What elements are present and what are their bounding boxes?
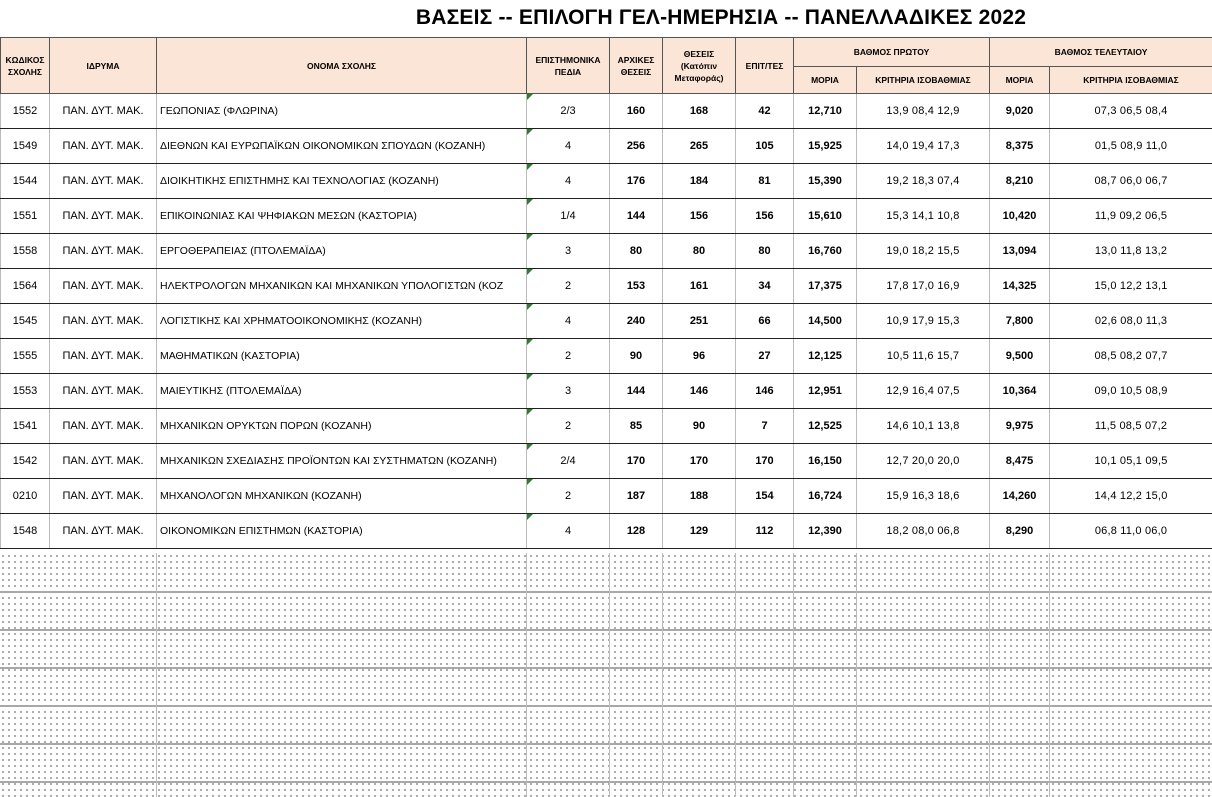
row-school-name[interactable]: ΕΠΙΚΟΙΝΩΝΙΑΣ ΚΑΙ ΨΗΦΙΑΚΩΝ ΜΕΣΩΝ (ΚΑΣΤΟΡΙΑ) bbox=[157, 199, 527, 234]
table-row bbox=[1, 234, 1212, 269]
row-initial-positions[interactable]: 187 bbox=[610, 479, 663, 514]
row-last-criteria[interactable]: 02,6 08,0 11,3 bbox=[1050, 304, 1212, 339]
row-initial-positions[interactable]: 160 bbox=[610, 94, 663, 129]
row-code[interactable]: 1553 bbox=[1, 374, 50, 409]
row-initial-positions[interactable]: 144 bbox=[610, 374, 663, 409]
row-code[interactable]: 1552 bbox=[1, 94, 50, 129]
row-first-points[interactable]: 12,710 bbox=[794, 94, 857, 129]
row-first-criteria[interactable]: 14,6 10,1 13,8 bbox=[857, 409, 990, 444]
header-initial[interactable]: ΑΡΧΙΚΕΣ ΘΕΣΕΙΣ bbox=[610, 38, 663, 94]
table-row bbox=[1, 339, 1212, 374]
row-transfer-positions[interactable]: 129 bbox=[663, 514, 736, 549]
row-school-name[interactable]: ΜΗΧΑΝΟΛΟΓΩΝ ΜΗΧΑΝΙΚΩΝ (ΚΟΖΑΝΗ) bbox=[157, 479, 527, 514]
table-row bbox=[1, 374, 1212, 409]
row-fields[interactable]: 2 bbox=[527, 339, 610, 374]
row-first-points[interactable]: 12,390 bbox=[794, 514, 857, 549]
row-successful[interactable]: 146 bbox=[736, 374, 794, 409]
row-last-points[interactable]: 14,260 bbox=[990, 479, 1050, 514]
faded-rows-overlay bbox=[0, 553, 1212, 797]
row-last-points[interactable]: 8,290 bbox=[990, 514, 1050, 549]
row-school-name[interactable]: ΜΑΙΕΥΤΙΚΗΣ (ΠΤΟΛΕΜΑΪΔΑ) bbox=[157, 374, 527, 409]
header-school[interactable]: ΟΝΟΜΑ ΣΧΟΛΗΣ bbox=[157, 38, 527, 94]
row-successful[interactable]: 105 bbox=[736, 129, 794, 164]
row-transfer-positions[interactable]: 265 bbox=[663, 129, 736, 164]
row-school-name[interactable]: ΓΕΩΠΟΝΙΑΣ (ΦΛΩΡΙΝΑ) bbox=[157, 94, 527, 129]
header-successful[interactable]: ΕΠΙΤ/ΤΕΣ bbox=[736, 38, 794, 94]
row-successful[interactable]: 7 bbox=[736, 409, 794, 444]
row-fields[interactable]: 2 bbox=[527, 269, 610, 304]
table-row bbox=[1, 199, 1212, 234]
row-code[interactable]: 1542 bbox=[1, 444, 50, 479]
row-last-points[interactable]: 14,325 bbox=[990, 269, 1050, 304]
row-transfer-positions[interactable]: 188 bbox=[663, 479, 736, 514]
row-initial-positions[interactable]: 176 bbox=[610, 164, 663, 199]
row-institution[interactable]: ΠΑΝ. ΔΥΤ. ΜΑΚ. bbox=[50, 164, 157, 199]
row-first-points[interactable]: 17,375 bbox=[794, 269, 857, 304]
table-row bbox=[1, 304, 1212, 339]
row-successful[interactable]: 27 bbox=[736, 339, 794, 374]
table-body bbox=[1, 94, 1212, 549]
row-fields[interactable]: 2 bbox=[527, 409, 610, 444]
table-row bbox=[1, 269, 1212, 304]
row-first-criteria[interactable]: 18,2 08,0 06,8 bbox=[857, 514, 990, 549]
row-transfer-positions[interactable]: 156 bbox=[663, 199, 736, 234]
row-fields[interactable]: 1/4 bbox=[527, 199, 610, 234]
table-row bbox=[1, 479, 1212, 514]
row-school-name[interactable]: ΔΙΟΙΚΗΤΙΚΗΣ ΕΠΙΣΤΗΜΗΣ ΚΑΙ ΤΕΧΝΟΛΟΓΙΑΣ (ΚΟΖΑΝΗ) bbox=[157, 164, 527, 199]
row-first-points[interactable]: 15,390 bbox=[794, 164, 857, 199]
table-row bbox=[1, 94, 1212, 129]
row-last-points[interactable]: 8,210 bbox=[990, 164, 1050, 199]
row-code[interactable]: 1544 bbox=[1, 164, 50, 199]
row-first-points[interactable]: 14,500 bbox=[794, 304, 857, 339]
row-fields[interactable]: 3 bbox=[527, 374, 610, 409]
row-last-points[interactable]: 9,020 bbox=[990, 94, 1050, 129]
row-successful[interactable]: 112 bbox=[736, 514, 794, 549]
row-initial-positions[interactable]: 80 bbox=[610, 234, 663, 269]
row-institution[interactable]: ΠΑΝ. ΔΥΤ. ΜΑΚ. bbox=[50, 479, 157, 514]
row-school-name[interactable]: ΛΟΓΙΣΤΙΚΗΣ ΚΑΙ ΧΡΗΜΑΤΟΟΙΚΟΝΟΜΙΚΗΣ (ΚΟΖΑΝΗ) bbox=[157, 304, 527, 339]
row-school-name[interactable]: ΔΙΕΘΝΩΝ ΚΑΙ ΕΥΡΩΠΑΪΚΩΝ ΟΙΚΟΝΟΜΙΚΩΝ ΣΠΟΥΔΩΝ (ΚΟΖΑΝΗ) bbox=[157, 129, 527, 164]
table-row bbox=[1, 164, 1212, 199]
row-fields[interactable]: 4 bbox=[527, 164, 610, 199]
row-last-points[interactable]: 8,475 bbox=[990, 444, 1050, 479]
row-initial-positions[interactable]: 144 bbox=[610, 199, 663, 234]
row-initial-positions[interactable]: 256 bbox=[610, 129, 663, 164]
row-last-points[interactable]: 7,800 bbox=[990, 304, 1050, 339]
row-successful[interactable]: 170 bbox=[736, 444, 794, 479]
row-successful[interactable]: 154 bbox=[736, 479, 794, 514]
row-transfer-positions[interactable]: 96 bbox=[663, 339, 736, 374]
row-school-name[interactable]: ΜΗΧΑΝΙΚΩΝ ΣΧΕΔΙΑΣΗΣ ΠΡΟΪΟΝΤΩΝ ΚΑΙ ΣΥΣΤΗΜΑΤΩΝ (ΚΟΖΑΝΗ) bbox=[157, 444, 527, 479]
row-last-criteria[interactable]: 06,8 11,0 06,0 bbox=[1050, 514, 1212, 549]
row-school-name[interactable]: ΟΙΚΟΝΟΜΙΚΩΝ ΕΠΙΣΤΗΜΩΝ (ΚΑΣΤΟΡΙΑ) bbox=[157, 514, 527, 549]
row-institution[interactable]: ΠΑΝ. ΔΥΤ. ΜΑΚ. bbox=[50, 199, 157, 234]
row-institution[interactable]: ΠΑΝ. ΔΥΤ. ΜΑΚ. bbox=[50, 304, 157, 339]
row-last-criteria[interactable]: 15,0 12,2 13,1 bbox=[1050, 269, 1212, 304]
row-institution[interactable]: ΠΑΝ. ΔΥΤ. ΜΑΚ. bbox=[50, 129, 157, 164]
row-school-name[interactable]: ΜΑΘΗΜΑΤΙΚΩΝ (ΚΑΣΤΟΡΙΑ) bbox=[157, 339, 527, 374]
row-code[interactable]: 1548 bbox=[1, 514, 50, 549]
row-transfer-positions[interactable]: 170 bbox=[663, 444, 736, 479]
row-transfer-positions[interactable]: 184 bbox=[663, 164, 736, 199]
row-code[interactable]: 1558 bbox=[1, 234, 50, 269]
row-first-criteria[interactable]: 12,9 16,4 07,5 bbox=[857, 374, 990, 409]
row-last-points[interactable]: 13,094 bbox=[990, 234, 1050, 269]
row-institution[interactable]: ΠΑΝ. ΔΥΤ. ΜΑΚ. bbox=[50, 339, 157, 374]
row-first-points[interactable]: 16,760 bbox=[794, 234, 857, 269]
row-last-criteria[interactable]: 01,5 08,9 11,0 bbox=[1050, 129, 1212, 164]
row-fields[interactable]: 4 bbox=[527, 129, 610, 164]
row-first-points[interactable]: 12,525 bbox=[794, 409, 857, 444]
row-successful[interactable]: 42 bbox=[736, 94, 794, 129]
row-institution[interactable]: ΠΑΝ. ΔΥΤ. ΜΑΚ. bbox=[50, 234, 157, 269]
row-code[interactable]: 1545 bbox=[1, 304, 50, 339]
row-school-name[interactable]: ΜΗΧΑΝΙΚΩΝ ΟΡΥΚΤΩΝ ΠΟΡΩΝ (ΚΟΖΑΝΗ) bbox=[157, 409, 527, 444]
row-code[interactable]: 1555 bbox=[1, 339, 50, 374]
table-row bbox=[1, 409, 1212, 444]
row-school-name[interactable]: ΗΛΕΚΤΡΟΛΟΓΩΝ ΜΗΧΑΝΙΚΩΝ ΚΑΙ ΜΗΧΑΝΙΚΩΝ ΥΠΟΛΟΓΙΣΤΩΝ (ΚΟΖ bbox=[157, 269, 527, 304]
row-code[interactable]: 0210 bbox=[1, 479, 50, 514]
table-header bbox=[1, 38, 1212, 94]
row-first-points[interactable]: 15,610 bbox=[794, 199, 857, 234]
row-successful[interactable]: 80 bbox=[736, 234, 794, 269]
row-transfer-positions[interactable]: 80 bbox=[663, 234, 736, 269]
row-successful[interactable]: 34 bbox=[736, 269, 794, 304]
header-first-criteria[interactable]: ΚΡΙΤΗΡΙΑ ΙΣΟΒΑΘΜΙΑΣ bbox=[857, 67, 990, 94]
row-school-name[interactable]: ΕΡΓΟΘΕΡΑΠΕΙΑΣ (ΠΤΟΛΕΜΑΪΔΑ) bbox=[157, 234, 527, 269]
header-institution[interactable]: ΙΔΡΥΜΑ bbox=[50, 38, 157, 94]
row-first-criteria[interactable]: 17,8 17,0 16,9 bbox=[857, 269, 990, 304]
row-last-criteria[interactable]: 11,9 09,2 06,5 bbox=[1050, 199, 1212, 234]
row-code[interactable]: 1549 bbox=[1, 129, 50, 164]
row-first-criteria[interactable]: 15,9 16,3 18,6 bbox=[857, 479, 990, 514]
row-first-criteria[interactable]: 15,3 14,1 10,8 bbox=[857, 199, 990, 234]
row-institution[interactable]: ΠΑΝ. ΔΥΤ. ΜΑΚ. bbox=[50, 514, 157, 549]
row-first-criteria[interactable]: 10,9 17,9 15,3 bbox=[857, 304, 990, 339]
header-last-points[interactable]: ΜΟΡΙΑ bbox=[990, 67, 1050, 94]
row-code[interactable]: 1541 bbox=[1, 409, 50, 444]
table-row bbox=[1, 129, 1212, 164]
table-row bbox=[1, 514, 1212, 549]
row-code[interactable]: 1564 bbox=[1, 269, 50, 304]
row-last-criteria[interactable]: 08,7 06,0 06,7 bbox=[1050, 164, 1212, 199]
row-fields[interactable]: 2 bbox=[527, 479, 610, 514]
row-first-criteria[interactable]: 19,0 18,2 15,5 bbox=[857, 234, 990, 269]
row-first-points[interactable]: 15,925 bbox=[794, 129, 857, 164]
row-last-criteria[interactable]: 11,5 08,5 07,2 bbox=[1050, 409, 1212, 444]
row-initial-positions[interactable]: 153 bbox=[610, 269, 663, 304]
row-first-criteria[interactable]: 13,9 08,4 12,9 bbox=[857, 94, 990, 129]
results-table-container bbox=[0, 37, 1212, 549]
row-first-criteria[interactable]: 12,7 20,0 20,0 bbox=[857, 444, 990, 479]
row-first-criteria[interactable]: 10,5 11,6 15,7 bbox=[857, 339, 990, 374]
header-first-group[interactable]: ΒΑΘΜΟΣ ΠΡΩΤΟΥ bbox=[794, 38, 990, 67]
row-code[interactable]: 1551 bbox=[1, 199, 50, 234]
row-transfer-positions[interactable]: 90 bbox=[663, 409, 736, 444]
header-last-group[interactable]: ΒΑΘΜΟΣ ΤΕΛΕΥΤΑΙΟΥ bbox=[990, 38, 1212, 67]
row-institution[interactable]: ΠΑΝ. ΔΥΤ. ΜΑΚ. bbox=[50, 409, 157, 444]
row-initial-positions[interactable]: 90 bbox=[610, 339, 663, 374]
sheet-title: ΒΑΣΕΙΣ -- ΕΠΙΛΟΓΗ ΓΕΛ-ΗΜΕΡΗΣΙΑ -- ΠΑΝΕΛΛΑΔΙΚΕΣ 2022 bbox=[415, 6, 1027, 29]
row-first-points[interactable]: 16,724 bbox=[794, 479, 857, 514]
row-first-points[interactable]: 16,150 bbox=[794, 444, 857, 479]
row-last-points[interactable]: 10,420 bbox=[990, 199, 1050, 234]
row-successful[interactable]: 66 bbox=[736, 304, 794, 339]
row-last-criteria[interactable]: 09,0 10,5 08,9 bbox=[1050, 374, 1212, 409]
row-institution[interactable]: ΠΑΝ. ΔΥΤ. ΜΑΚ. bbox=[50, 269, 157, 304]
header-fields[interactable]: ΕΠΙΣΤΗΜΟΝΙΚΑ ΠΕΔΙΑ bbox=[527, 38, 610, 94]
row-fields[interactable]: 2/3 bbox=[527, 94, 610, 129]
row-fields[interactable]: 3 bbox=[527, 234, 610, 269]
row-last-points[interactable]: 10,364 bbox=[990, 374, 1050, 409]
row-last-criteria[interactable]: 13,0 11,8 13,2 bbox=[1050, 234, 1212, 269]
row-fields[interactable]: 4 bbox=[527, 304, 610, 339]
row-institution[interactable]: ΠΑΝ. ΔΥΤ. ΜΑΚ. bbox=[50, 374, 157, 409]
table-row bbox=[1, 444, 1212, 479]
row-first-criteria[interactable]: 19,2 18,3 07,4 bbox=[857, 164, 990, 199]
header-transfer[interactable]: ΘΕΣΕΙΣ (Κατόπιν Μεταφοράς) bbox=[663, 38, 736, 94]
header-first-points[interactable]: ΜΟΡΙΑ bbox=[794, 67, 857, 94]
row-initial-positions[interactable]: 128 bbox=[610, 514, 663, 549]
row-initial-positions[interactable]: 240 bbox=[610, 304, 663, 339]
row-transfer-positions[interactable]: 168 bbox=[663, 94, 736, 129]
row-initial-positions[interactable]: 85 bbox=[610, 409, 663, 444]
row-last-points[interactable]: 8,375 bbox=[990, 129, 1050, 164]
row-transfer-positions[interactable]: 251 bbox=[663, 304, 736, 339]
row-first-points[interactable]: 12,951 bbox=[794, 374, 857, 409]
row-last-criteria[interactable]: 08,5 08,2 07,7 bbox=[1050, 339, 1212, 374]
row-last-points[interactable]: 9,500 bbox=[990, 339, 1050, 374]
header-last-criteria[interactable]: ΚΡΙΤΗΡΙΑ ΙΣΟΒΑΘΜΙΑΣ bbox=[1050, 67, 1212, 94]
row-successful[interactable]: 81 bbox=[736, 164, 794, 199]
row-first-points[interactable]: 12,125 bbox=[794, 339, 857, 374]
header-code[interactable]: ΚΩΔΙΚΟΣ ΣΧΟΛΗΣ bbox=[1, 38, 50, 94]
row-fields[interactable]: 2/4 bbox=[527, 444, 610, 479]
row-last-criteria[interactable]: 14,4 12,2 15,0 bbox=[1050, 479, 1212, 514]
row-initial-positions[interactable]: 170 bbox=[610, 444, 663, 479]
row-fields[interactable]: 4 bbox=[527, 514, 610, 549]
row-last-criteria[interactable]: 10,1 05,1 09,5 bbox=[1050, 444, 1212, 479]
row-last-points[interactable]: 9,975 bbox=[990, 409, 1050, 444]
row-institution[interactable]: ΠΑΝ. ΔΥΤ. ΜΑΚ. bbox=[50, 444, 157, 479]
row-successful[interactable]: 156 bbox=[736, 199, 794, 234]
row-transfer-positions[interactable]: 146 bbox=[663, 374, 736, 409]
row-institution[interactable]: ΠΑΝ. ΔΥΤ. ΜΑΚ. bbox=[50, 94, 157, 129]
row-first-criteria[interactable]: 14,0 19,4 17,3 bbox=[857, 129, 990, 164]
results-table bbox=[0, 37, 1212, 549]
row-last-criteria[interactable]: 07,3 06,5 08,4 bbox=[1050, 94, 1212, 129]
row-transfer-positions[interactable]: 161 bbox=[663, 269, 736, 304]
